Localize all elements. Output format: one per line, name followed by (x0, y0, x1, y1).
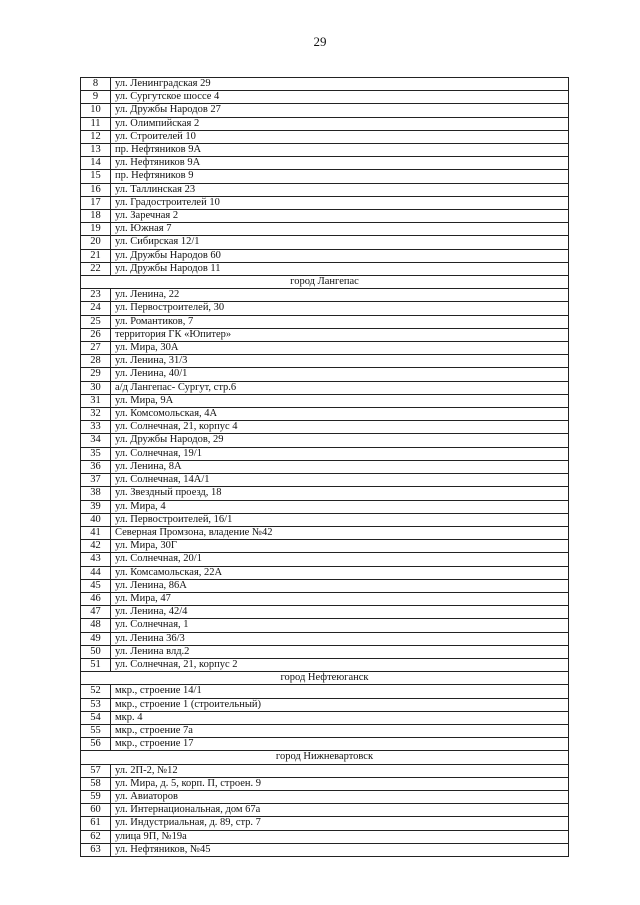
table-row (81, 421, 569, 434)
row-address: ул. Заречная 2 (111, 210, 569, 223)
row-number: 24 (81, 302, 111, 315)
row-number: 44 (81, 566, 111, 579)
row-address: ул. Дружбы Народов 60 (111, 249, 569, 262)
table-row (81, 91, 569, 104)
row-address: ул. Ленина, 8А (111, 460, 569, 473)
row-address: ул. Авиаторов (111, 790, 569, 803)
row-number: 28 (81, 355, 111, 368)
row-number: 63 (81, 843, 111, 856)
table-row (81, 117, 569, 130)
row-number: 47 (81, 606, 111, 619)
row-number: 25 (81, 315, 111, 328)
row-number: 22 (81, 262, 111, 275)
row-number: 20 (81, 236, 111, 249)
table-row (81, 249, 569, 262)
row-address: ул. Солнечная, 19/1 (111, 447, 569, 460)
table-row (81, 487, 569, 500)
table-row (81, 289, 569, 302)
row-address: территория ГК «Юпитер» (111, 328, 569, 341)
row-number: 27 (81, 342, 111, 355)
table-row (81, 526, 569, 539)
row-address: ул. Мира, 9А (111, 394, 569, 407)
table-row (81, 632, 569, 645)
row-address: улица 9П, №19а (111, 830, 569, 843)
row-number: 50 (81, 645, 111, 658)
row-number: 30 (81, 381, 111, 394)
row-address: ул. Дружбы Народов 11 (111, 262, 569, 275)
table-row (81, 658, 569, 671)
table-row (81, 804, 569, 817)
table-row (81, 342, 569, 355)
row-address: ул. Строителей 10 (111, 130, 569, 143)
city-name: город Нижневартовск (81, 751, 569, 764)
table-row (81, 777, 569, 790)
row-number: 51 (81, 658, 111, 671)
page-number: 29 (313, 34, 327, 49)
row-address: мкр., строение 17 (111, 738, 569, 751)
row-number: 46 (81, 592, 111, 605)
row-address: ул. Ленина, 86А (111, 579, 569, 592)
city-header-row (81, 672, 569, 685)
row-number: 31 (81, 394, 111, 407)
row-address: ул. Солнечная, 21, корпус 2 (111, 658, 569, 671)
row-number: 13 (81, 144, 111, 157)
row-address: ул. Ленинградская 29 (111, 78, 569, 91)
row-number: 37 (81, 474, 111, 487)
row-number: 18 (81, 210, 111, 223)
row-number: 41 (81, 526, 111, 539)
row-number: 43 (81, 553, 111, 566)
row-address: ул. Дружбы Народов, 29 (111, 434, 569, 447)
table-row (81, 817, 569, 830)
row-address: ул. Ленина, 42/4 (111, 606, 569, 619)
row-address: а/д Лангепас- Сургут, стр.6 (111, 381, 569, 394)
row-address: ул. Ленина, 40/1 (111, 368, 569, 381)
city-header-row (81, 276, 569, 289)
row-address: ул. Градостроителей 10 (111, 196, 569, 209)
row-address: ул. Дружбы Народов 27 (111, 104, 569, 117)
table-row (81, 619, 569, 632)
row-address: ул. Солнечная, 14А/1 (111, 474, 569, 487)
row-address: ул. 2П-2, №12 (111, 764, 569, 777)
table-row (81, 394, 569, 407)
row-number: 45 (81, 579, 111, 592)
table-row (81, 460, 569, 473)
row-address: ул. Олимпийская 2 (111, 117, 569, 130)
table-row (81, 381, 569, 394)
row-address: ул. Солнечная, 21, корпус 4 (111, 421, 569, 434)
row-address: Северная Промзона, владение №42 (111, 526, 569, 539)
table-row (81, 553, 569, 566)
row-number: 59 (81, 790, 111, 803)
table-row (81, 830, 569, 843)
table-row (81, 302, 569, 315)
row-number: 55 (81, 724, 111, 737)
table-row (81, 183, 569, 196)
table-row (81, 408, 569, 421)
row-number: 56 (81, 738, 111, 751)
address-table-body (81, 78, 569, 857)
row-number: 16 (81, 183, 111, 196)
address-table (80, 77, 569, 857)
row-address: ул. Солнечная, 1 (111, 619, 569, 632)
row-number: 29 (81, 368, 111, 381)
row-address: мкр. 4 (111, 711, 569, 724)
row-number: 19 (81, 223, 111, 236)
table-row (81, 236, 569, 249)
table-row (81, 724, 569, 737)
row-number: 21 (81, 249, 111, 262)
row-number: 9 (81, 91, 111, 104)
row-number: 10 (81, 104, 111, 117)
row-address: ул. Южная 7 (111, 223, 569, 236)
row-number: 33 (81, 421, 111, 434)
table-row (81, 368, 569, 381)
row-number: 32 (81, 408, 111, 421)
row-number: 61 (81, 817, 111, 830)
table-row (81, 500, 569, 513)
table-row (81, 157, 569, 170)
row-address: ул. Комсамольская, 22А (111, 566, 569, 579)
table-row (81, 764, 569, 777)
table-row (81, 447, 569, 460)
row-address: ул. Таллинская 23 (111, 183, 569, 196)
table-row (81, 210, 569, 223)
row-address: ул. Мира, д. 5, корп. П, строен. 9 (111, 777, 569, 790)
row-number: 53 (81, 698, 111, 711)
table-row (81, 592, 569, 605)
row-address: ул. Мира, 47 (111, 592, 569, 605)
table-row (81, 606, 569, 619)
table-row (81, 223, 569, 236)
row-number: 36 (81, 460, 111, 473)
table-row (81, 144, 569, 157)
table-row (81, 685, 569, 698)
row-address: пр. Нефтяников 9А (111, 144, 569, 157)
row-number: 12 (81, 130, 111, 143)
row-address: ул. Нефтяников 9А (111, 157, 569, 170)
row-address: ул. Комсомольская, 4А (111, 408, 569, 421)
row-address: мкр., строение 1 (строительный) (111, 698, 569, 711)
row-number: 8 (81, 78, 111, 91)
row-address: ул. Индустриальная, д. 89, стр. 7 (111, 817, 569, 830)
row-number: 38 (81, 487, 111, 500)
row-address: ул. Солнечная, 20/1 (111, 553, 569, 566)
city-header-row (81, 751, 569, 764)
table-row (81, 328, 569, 341)
row-number: 17 (81, 196, 111, 209)
row-number: 26 (81, 328, 111, 341)
row-address: ул. Ленина, 22 (111, 289, 569, 302)
table-row (81, 262, 569, 275)
row-number: 52 (81, 685, 111, 698)
row-address: мкр., строение 7а (111, 724, 569, 737)
table-row (81, 513, 569, 526)
table-row (81, 566, 569, 579)
table-row (81, 78, 569, 91)
row-address: ул. Ленина, 31/3 (111, 355, 569, 368)
row-address: ул. Мира, 4 (111, 500, 569, 513)
row-number: 49 (81, 632, 111, 645)
row-address: ул. Нефтяников, №45 (111, 843, 569, 856)
city-name: город Лангепас (81, 276, 569, 289)
table-row (81, 355, 569, 368)
row-address: ул. Первостроителей, 16/1 (111, 513, 569, 526)
row-address: мкр., строение 14/1 (111, 685, 569, 698)
row-number: 11 (81, 117, 111, 130)
row-number: 34 (81, 434, 111, 447)
table-row (81, 196, 569, 209)
table-row (81, 711, 569, 724)
row-number: 60 (81, 804, 111, 817)
row-number: 14 (81, 157, 111, 170)
table-row (81, 540, 569, 553)
table-row (81, 579, 569, 592)
row-number: 58 (81, 777, 111, 790)
city-name: город Нефтеюганск (81, 672, 569, 685)
row-number: 39 (81, 500, 111, 513)
row-number: 57 (81, 764, 111, 777)
row-address: ул. Мира, 30А (111, 342, 569, 355)
table-row (81, 645, 569, 658)
row-address: ул. Ленина влд.2 (111, 645, 569, 658)
row-address: ул. Звездный проезд, 18 (111, 487, 569, 500)
row-address: ул. Романтиков, 7 (111, 315, 569, 328)
row-number: 42 (81, 540, 111, 553)
row-number: 54 (81, 711, 111, 724)
row-number: 62 (81, 830, 111, 843)
table-row (81, 130, 569, 143)
row-number: 48 (81, 619, 111, 632)
row-number: 40 (81, 513, 111, 526)
row-address: ул. Мира, 30Г (111, 540, 569, 553)
row-address: ул. Сибирская 12/1 (111, 236, 569, 249)
row-address: пр. Нефтяников 9 (111, 170, 569, 183)
table-row (81, 434, 569, 447)
row-address: ул. Сургутское шоссе 4 (111, 91, 569, 104)
row-number: 35 (81, 447, 111, 460)
table-row (81, 474, 569, 487)
row-number: 15 (81, 170, 111, 183)
row-address: ул. Первостроителей, 30 (111, 302, 569, 315)
table-row (81, 315, 569, 328)
row-number: 23 (81, 289, 111, 302)
row-address: ул. Интернациональная, дом 67а (111, 804, 569, 817)
table-row (81, 104, 569, 117)
table-row (81, 698, 569, 711)
table-row (81, 790, 569, 803)
table-row (81, 170, 569, 183)
row-address: ул. Ленина 36/3 (111, 632, 569, 645)
table-row (81, 738, 569, 751)
table-row (81, 843, 569, 856)
